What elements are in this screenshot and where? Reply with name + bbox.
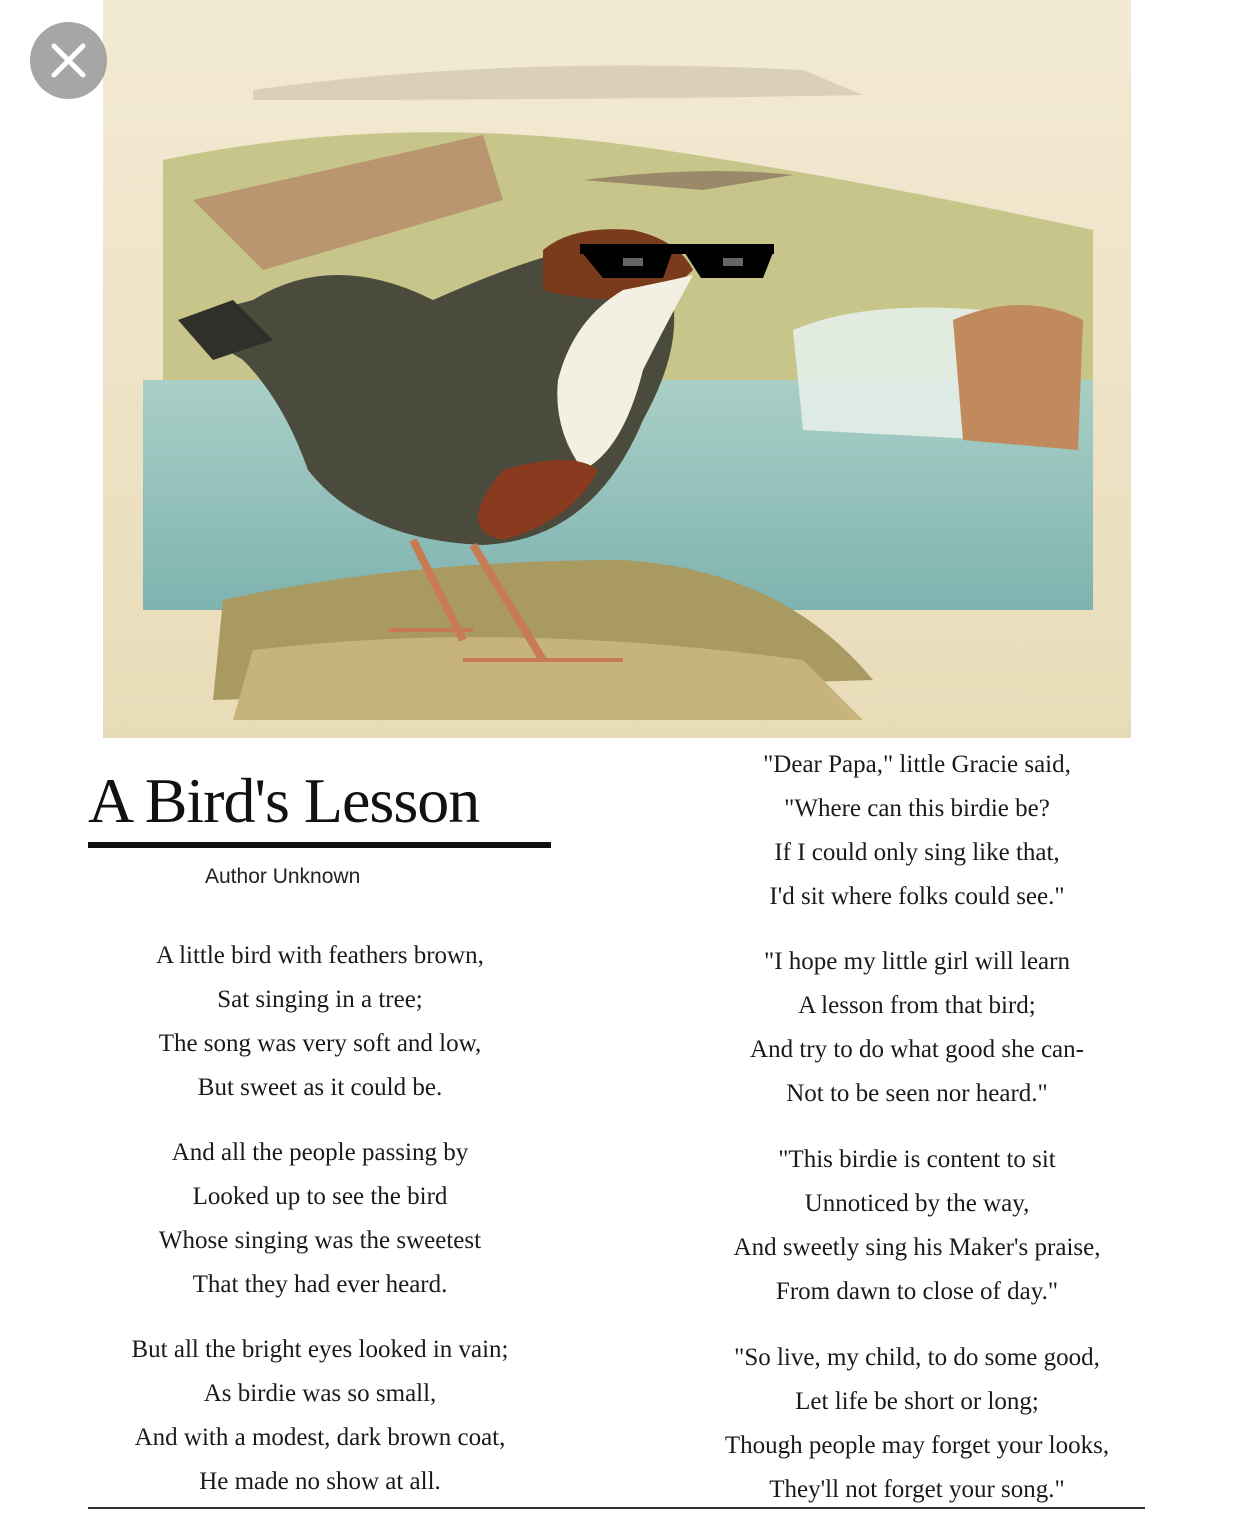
poem-line: As birdie was so small, <box>203 1380 437 1407</box>
poem-line: From dawn to close of day." <box>775 1278 1059 1305</box>
poem-line: And with a modest, dark brown coat, <box>134 1424 506 1451</box>
poem-line: And all the people passing by <box>171 1139 469 1166</box>
bottom-divider <box>88 1507 1145 1509</box>
poem-line: Let life be short or long; <box>795 1388 1039 1415</box>
stanza <box>657 1336 1177 1512</box>
poem-line: But all the bright eyes looked in vain; <box>131 1336 509 1363</box>
poem-line: A little bird with feathers brown, <box>156 942 484 969</box>
title-underline <box>88 842 551 848</box>
poem-line: "I hope my little girl will learn <box>764 948 1070 975</box>
poem-line: "Where can this birdie be? <box>784 795 1050 822</box>
poem-title: A Bird's Lesson <box>88 765 480 836</box>
poem-line: And try to do what good she can- <box>750 1036 1084 1063</box>
poem-line: "Dear Papa," little Gracie said, <box>763 751 1071 778</box>
stanza <box>657 1138 1177 1314</box>
bird-illustration <box>103 0 1131 738</box>
poem-line: He made no show at all. <box>199 1468 441 1495</box>
poem-line: A lesson from that bird; <box>798 992 1036 1019</box>
poem-line: Sat singing in a tree; <box>217 986 423 1013</box>
stanza <box>60 1328 580 1504</box>
poem-line: "So live, my child, to do some good, <box>734 1344 1100 1371</box>
poem-author: Author Unknown <box>205 865 361 888</box>
poem-line: The song was very soft and low, <box>158 1030 482 1057</box>
poem-line: They'll not forget your song." <box>769 1476 1065 1503</box>
poem-line: If I could only sing like that, <box>774 839 1060 866</box>
stanza <box>657 940 1177 1116</box>
close-icon <box>30 22 107 99</box>
poem-line: Unnoticed by the way, <box>804 1190 1030 1217</box>
poem-line: But sweet as it could be. <box>197 1074 443 1101</box>
poem-line: Whose singing was the sweetest <box>158 1227 482 1254</box>
poem-line: That they had ever heard. <box>192 1271 448 1298</box>
stanza <box>60 934 580 1110</box>
stanza <box>60 1131 580 1307</box>
poem-line: Not to be seen nor heard." <box>786 1080 1048 1107</box>
poem-line: Though people may forget your looks, <box>724 1432 1110 1459</box>
poem-line: And sweetly sing his Maker's praise, <box>733 1234 1101 1261</box>
stanza <box>657 743 1177 919</box>
poem-line: I'd sit where folks could see." <box>769 883 1065 910</box>
poem-line: "This birdie is content to sit <box>778 1146 1056 1173</box>
close-button[interactable] <box>30 22 107 99</box>
poem-line: Looked up to see the bird <box>192 1183 448 1210</box>
